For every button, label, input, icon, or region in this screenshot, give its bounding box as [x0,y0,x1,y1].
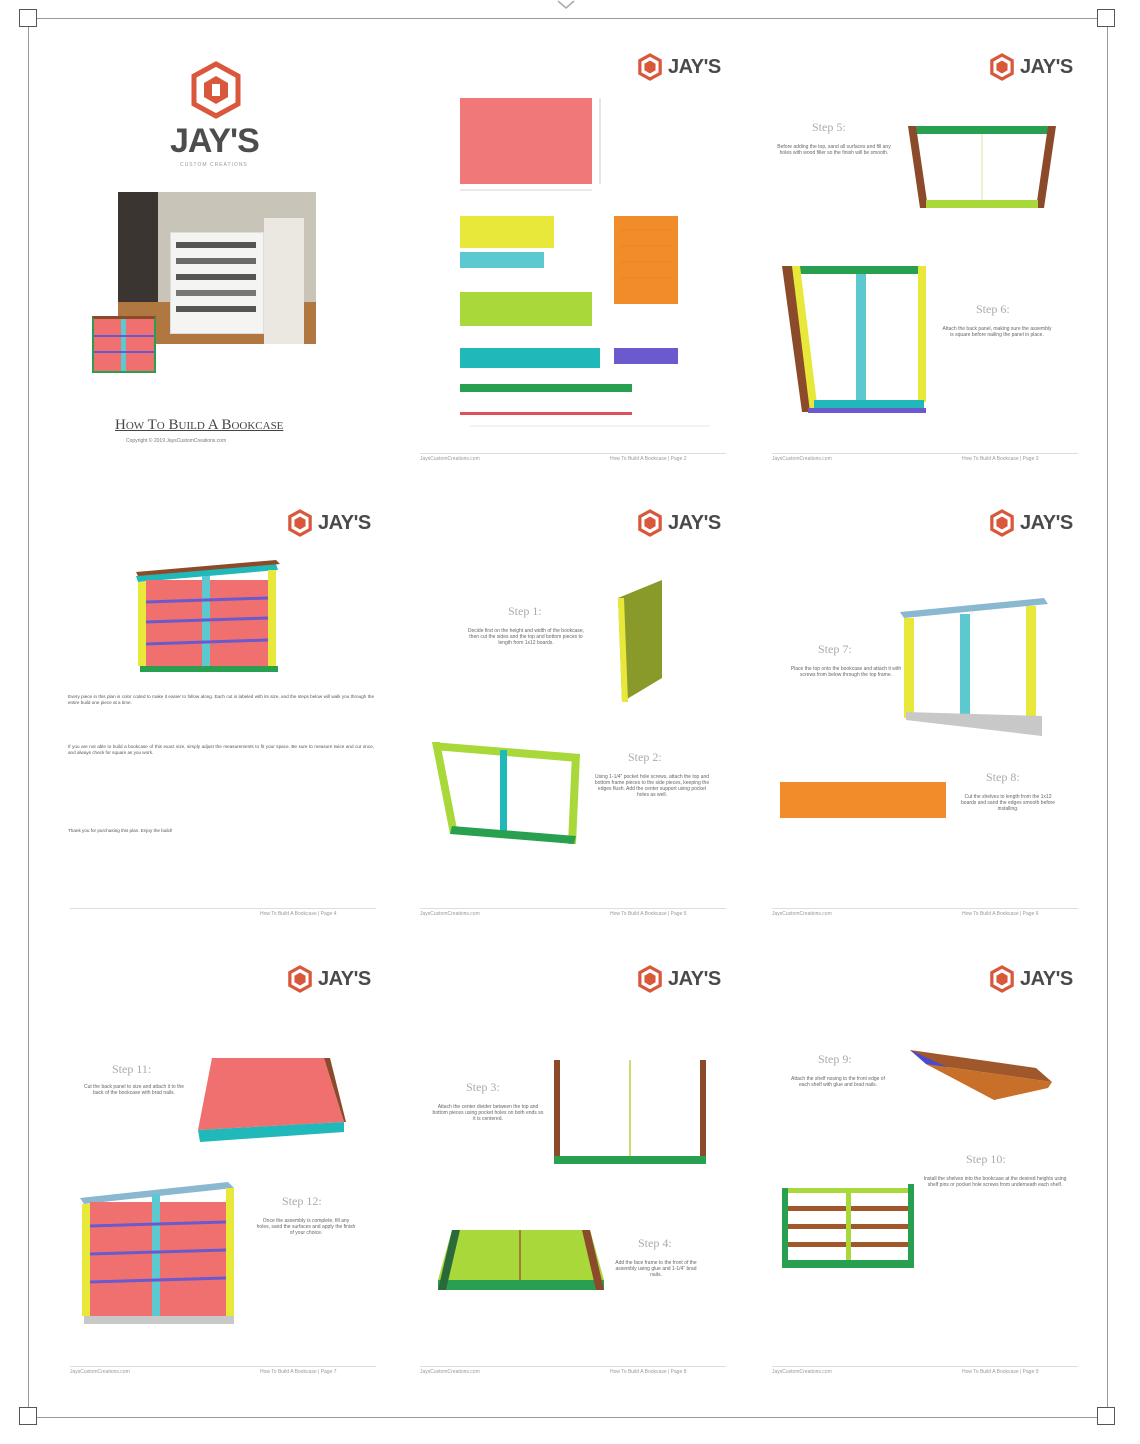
step-12-text: Once the assembly is complete, fill any holes, sand the surfaces and apply the finish of your choice. [256,1218,356,1236]
page-steps-1-2 [410,498,740,938]
step-8-title: Step 8: [986,770,1020,784]
step-10-illustration [778,1182,918,1272]
cut-list-diagram [410,40,740,480]
page-logo [288,966,371,992]
step-4-illustration [436,1224,606,1304]
step-9-text: Attach the shelf nosing to the front edge of each shelf with glue and brad nails. [791,1076,885,1088]
brand-name: JAY'S [1020,967,1073,990]
footer-page: How To Build A Bookcase | Page 9 [962,1369,1039,1375]
step-6-title: Step 6: [976,302,1010,316]
step-1-text: Decide first on the height and width of the bookcase, then cut the sides and the top and bottom pieces to length from 1x12 boards. [467,628,585,646]
brand-name: JAY'S [668,967,721,990]
step-10-title: Step 10: [966,1152,1006,1166]
step-12-illustration [74,1178,244,1328]
brand-name: JAY'S [170,122,259,160]
step-5-text: Before adding the top, sand all surfaces and fill any holes with wood filler so the finish will be smooth. [777,144,891,156]
footer-rule [772,1366,1078,1367]
step-7-illustration [896,594,1056,744]
footer-rule [70,908,376,909]
logo-icon [288,510,312,536]
footer-page: How To Build A Bookcase | Page 8 [610,1369,687,1375]
step-11-illustration [194,1052,354,1148]
step-2-illustration [428,738,588,848]
page-steps-3-4 [410,956,740,1396]
page-logo [638,510,721,536]
intro-paragraph-3: Thank you for purchasing this plan. Enjoy the build! [68,828,173,833]
footer-page: How To Build A Bookcase | Page 6 [962,911,1039,917]
page-logo [638,966,721,992]
resize-handle-top-left[interactable] [19,9,37,27]
step-8-text: Cut the shelves to length from the 1x12 boards and sand the edges smooth before installing. [961,794,1055,812]
step-6-text: Attach the back panel, making sure the assembly is square before nailing the panel in place. [942,326,1052,338]
rotate-handle-icon[interactable] [556,0,576,10]
footer-page: How To Build A Bookcase | Page 2 [610,456,687,462]
footer-page: How To Build A Bookcase | Page 7 [260,1369,337,1375]
logo-icon [990,510,1014,536]
brand-name: JAY'S [1020,55,1073,78]
brand-name: JAY'S [318,967,371,990]
page-cover [60,40,390,480]
page-logo [288,510,371,536]
step-10-text: Install the shelves into the bookcase at the desired heights using shelf pins or pocket hole screws from underneath each shelf. [923,1176,1067,1188]
bookcase-overview-illustration [120,558,300,678]
step-3-title: Step 3: [466,1080,500,1094]
page-cut-list [410,40,740,480]
footer-rule [772,908,1078,909]
step-1-illustration [610,578,670,708]
footer-site: JaysCustomCreations.com [772,1369,832,1375]
footer-page: How To Build A Bookcase | Page 3 [962,456,1039,462]
page-logo [990,54,1073,80]
footer-site: JaysCustomCreations.com [772,911,832,917]
step-4-title: Step 4: [638,1236,672,1250]
cover-title: How To Build A Bookcase [115,417,284,433]
resize-handle-bottom-left[interactable] [19,1407,37,1425]
logo-icon [190,62,242,118]
page-steps-9-10 [762,956,1092,1396]
step-5-illustration [902,120,1062,210]
step-11-text: Cut the back panel to size and attach it to the back of the bookcase with brad nails. [83,1084,185,1096]
page-logo [990,966,1073,992]
page-steps-7-8 [762,498,1092,938]
step-8-illustration [778,780,948,820]
step-7-text: Place the top onto the bookcase and attach it with screws from below through the top frame. [790,666,902,678]
step-2-title: Step 2: [628,750,662,764]
step-3-text: Attach the center divider between the top and bottom pieces using pocket holes on both ends so it is centered. [432,1104,544,1122]
footer-site: JaysCustomCreations.com [420,1369,480,1375]
step-11-title: Step 11: [112,1062,152,1076]
brand-name: JAY'S [668,55,721,78]
intro-paragraph-1: Every piece in this plan is color coded to make it easier to follow along. Each cut is labeled with its size, and the steps below will walk you through the entire build one piece at a time. [68,694,374,705]
resize-handle-bottom-right[interactable] [1097,1407,1115,1425]
footer-site: JaysCustomCreations.com [70,1369,130,1375]
logo-icon [288,966,312,992]
step-3-illustration [550,1056,710,1168]
step-1-title: Step 1: [508,604,542,618]
cover-copyright: Copyright © 2019 JaysCustomCreations.com [126,438,227,444]
step-5-title: Step 5: [812,120,846,134]
logo-icon [990,966,1014,992]
brand-name: JAY'S [1020,511,1073,534]
step-9-illustration [908,1044,1054,1104]
footer-site: JaysCustomCreations.com [420,456,480,462]
resize-handle-top-right[interactable] [1097,9,1115,27]
step-2-text: Using 1-1/4" pocket hole screws, attach the top and bottom frame pieces to the side pieces, keeping the edges flush. Add the center support using pocket holes as well. [594,774,710,798]
bookcase-model-thumbnail [92,316,156,373]
footer-rule [772,453,1078,454]
brand-name: JAY'S [318,511,371,534]
footer-site: JaysCustomCreations.com [772,456,832,462]
footer-page: How To Build A Bookcase | Page 4 [260,911,337,917]
brand-tagline: CUSTOM CREATIONS [180,162,248,168]
footer-rule [420,453,726,454]
logo-icon [638,510,662,536]
step-7-title: Step 7: [818,642,852,656]
logo-icon [990,54,1014,80]
step-9-title: Step 9: [818,1052,852,1066]
footer-rule [420,908,726,909]
page-overview [60,498,390,938]
footer-site: JaysCustomCreations.com [420,911,480,917]
logo-icon [638,966,662,992]
footer-rule [420,1366,726,1367]
footer-page: How To Build A Bookcase | Page 5 [610,911,687,917]
page-steps-5-6 [762,40,1092,480]
page-logo [990,510,1073,536]
footer-rule [70,1366,376,1367]
step-6-illustration [778,262,928,422]
page-steps-11-12 [60,956,390,1396]
intro-paragraph-2: If you are not able to build a bookcase of this exact size, simply adjust the measurements to fit your space. Be sure to measure twice and cut once, and always check for square as you work. [68,744,374,755]
step-4-text: Add the face frame to the front of the assembly using glue and 1-1/4" brad nails. [615,1260,697,1278]
brand-name: JAY'S [668,511,721,534]
step-12-title: Step 12: [282,1194,322,1208]
